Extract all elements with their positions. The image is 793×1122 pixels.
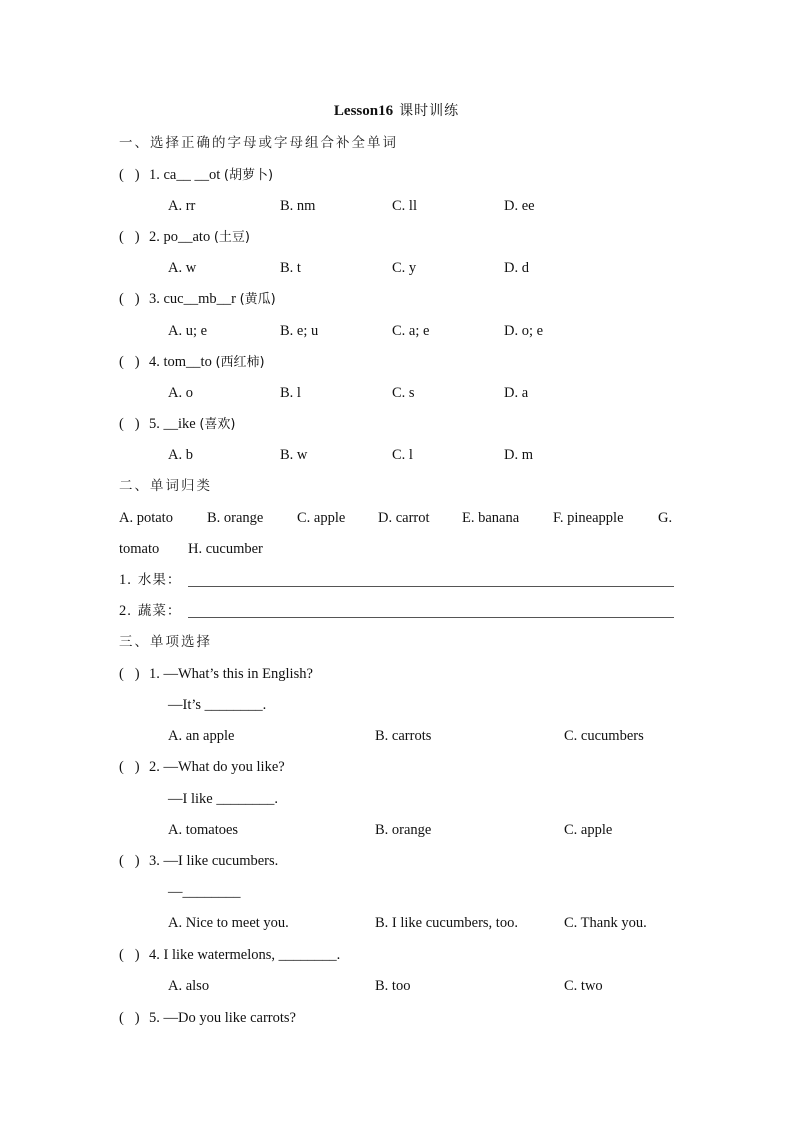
word-bank-item: B. orange [207,510,264,526]
question-hint: (喜欢) [199,417,236,432]
option-d[interactable]: D. m [504,447,533,463]
answer-paren[interactable]: ( ) [119,291,140,307]
page-title [0,101,793,121]
word-bank-item: H. cucumber [188,541,263,557]
question-stem: 5. __ike [149,416,196,432]
option-b[interactable]: B. nm [280,198,316,214]
s3-question-4 [119,945,340,965]
category-fruit-row [119,570,675,590]
s1-question-1 [119,165,273,185]
section-3-heading: 三、单项选择 [119,634,212,650]
option-b[interactable]: B. l [280,385,301,401]
option-c[interactable]: C. y [392,260,417,276]
option-b[interactable]: B. orange [375,822,432,838]
category-label: 2. 蔬菜： [119,603,182,619]
question-stem: 2. po__ato [149,229,211,245]
word-bank-item: F. pineapple [553,510,624,526]
question-stem: 4. I like watermelons, ________. [149,947,341,963]
title-english: Lesson16 [333,103,394,119]
option-a[interactable]: A. b [168,447,193,463]
option-a[interactable]: A. u; e [168,323,208,339]
s3-question-5 [119,1008,296,1028]
answer-paren[interactable]: ( ) [119,167,140,183]
answer-paren[interactable]: ( ) [119,229,140,245]
question-hint: (土豆) [213,230,250,245]
fruit-answer-blank[interactable] [188,586,674,587]
section-2-heading: 二、单词归类 [119,478,212,494]
option-c[interactable]: C. two [564,978,603,994]
option-b[interactable]: B. carrots [375,728,432,744]
s1-question-3 [119,289,276,309]
s1-question-5 [119,414,236,434]
option-d[interactable]: D. o; e [504,323,544,339]
word-bank-item: D. carrot [378,510,430,526]
option-b[interactable]: B. too [375,978,411,994]
word-bank-item: C. apple [297,510,346,526]
question-stem: 1. —What’s this in English? [149,666,313,682]
s3-question-3 [119,851,278,871]
option-a[interactable]: A. o [168,385,193,401]
option-a[interactable]: A. Nice to meet you. [168,915,289,931]
answer-paren[interactable]: ( ) [119,759,140,775]
question-hint: (西红柿) [215,355,265,370]
question-stem: 5. —Do you like carrots? [149,1010,296,1026]
option-c[interactable]: C. a; e [392,323,430,339]
vegetable-answer-blank[interactable] [188,617,674,618]
section-1-heading: 一、选择正确的字母或字母组合补全单词 [119,135,398,151]
category-label: 1. 水果： [119,572,182,588]
s3-q1-response: —It’s ________. [168,697,267,713]
question-hint: (胡萝卜) [223,168,274,183]
option-b[interactable]: B. I like cucumbers, too. [375,915,518,931]
word-bank-item: E. banana [462,510,520,526]
question-stem: 3. cuc__mb__r [149,291,236,307]
answer-paren[interactable]: ( ) [119,1010,140,1026]
s3-q2-response: —I like ________. [168,791,278,807]
word-bank-item: A. potato [119,510,173,526]
question-hint: (黄瓜) [239,292,276,307]
option-b[interactable]: B. e; u [280,323,319,339]
option-d[interactable]: D. a [504,385,529,401]
s1-question-2 [119,227,250,247]
word-bank-item: tomato [119,541,160,557]
title-chinese: 课时训练 [399,103,460,119]
option-d[interactable]: D. ee [504,198,535,214]
s3-q3-response: —________ [168,884,241,900]
answer-paren[interactable]: ( ) [119,947,140,963]
option-a[interactable]: A. tomatoes [168,822,239,838]
s3-question-1 [119,664,313,684]
option-d[interactable]: D. d [504,260,529,276]
option-c[interactable]: C. ll [392,198,417,214]
s3-question-2 [119,757,285,777]
option-b[interactable]: B. w [280,447,308,463]
answer-paren[interactable]: ( ) [119,666,140,682]
question-stem: 2. —What do you like? [149,759,285,775]
word-bank-row-2 [119,539,675,559]
option-a[interactable]: A. an apple [168,728,235,744]
option-a[interactable]: A. also [168,978,210,994]
option-b[interactable]: B. t [280,260,301,276]
option-a[interactable]: A. rr [168,198,196,214]
option-c[interactable]: C. Thank you. [564,915,647,931]
s1-question-4 [119,352,265,372]
option-c[interactable]: C. apple [564,822,613,838]
option-c[interactable]: C. cucumbers [564,728,644,744]
word-bank-row-1 [119,508,675,528]
word-bank-item: G. [658,510,673,526]
answer-paren[interactable]: ( ) [119,354,140,370]
option-c[interactable]: C. l [392,447,413,463]
question-stem: 1. ca__ __ot [149,167,221,183]
answer-paren[interactable]: ( ) [119,416,140,432]
option-a[interactable]: A. w [168,260,197,276]
answer-paren[interactable]: ( ) [119,853,140,869]
option-c[interactable]: C. s [392,385,415,401]
question-stem: 3. —I like cucumbers. [149,853,279,869]
category-vegetable-row [119,601,675,621]
question-stem: 4. tom__to [149,354,212,370]
